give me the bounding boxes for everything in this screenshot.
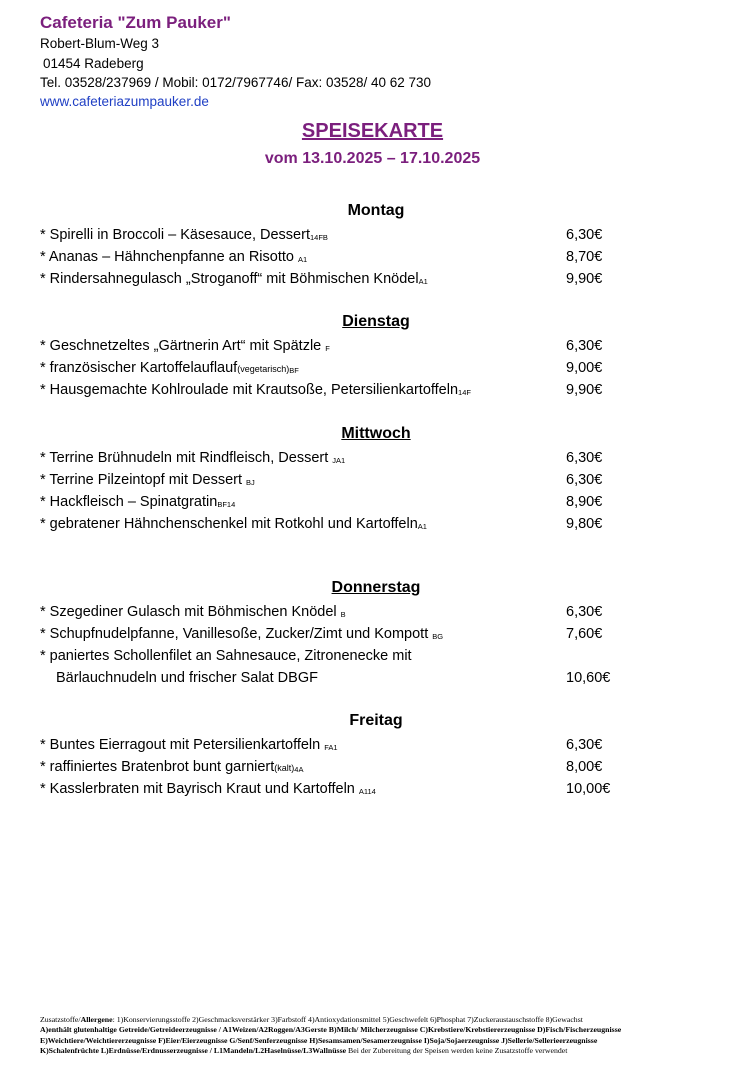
allergen-code: 14F — [458, 388, 471, 397]
item-price: 10,60€ — [566, 670, 611, 686]
item-price: 6,30€ — [566, 604, 603, 620]
allergen-code: 14FB — [309, 233, 328, 242]
day-heading-donnerstag: Donnerstag — [331, 579, 421, 596]
menu-period: vom 13.10.2025 – 17.10.2025 — [264, 150, 481, 167]
allergen-legend — [40, 1015, 730, 1056]
item-text: * Geschnetzeltes „Gärtnerin Art“ mit Spätzle — [40, 338, 326, 354]
item-price: 8,00€ — [566, 759, 603, 775]
allergen-code: BG — [432, 632, 444, 641]
item-text: * Schupfnudelpfanne, Vanillesoße, Zucker/Zimt und Kompott — [40, 626, 433, 642]
legend-allergene-label: Allergene — [80, 1015, 113, 1024]
item-text: * französischer Kartoffelauflauf — [40, 360, 238, 376]
allergen-code: A114 — [358, 787, 376, 796]
item-text: * Buntes Eierragout mit Petersilienkartoffeln — [40, 737, 325, 753]
item-text: * Spirelli in Broccoli – Käsesauce, Dessert — [40, 227, 310, 243]
item-text: * Kasslerbraten mit Bayrisch Kraut und Kartoffeln — [40, 781, 359, 797]
item-text-line2: Bärlauchnudeln und frischer Salat — [56, 670, 278, 686]
allergen-code: BF14 — [217, 500, 236, 509]
item-text: * Terrine Brühnudeln mit Rindfleisch, Dessert — [40, 450, 333, 466]
allergen-code: BF — [289, 366, 299, 375]
item-price: 7,60€ — [566, 626, 603, 642]
day-heading-dienstag: Dienstag — [342, 313, 410, 330]
item-text: * paniertes Schollenfilet an Sahnesauce, Zitronenecke mit — [40, 648, 412, 664]
item-price: 6,30€ — [566, 737, 603, 753]
item-price: 8,90€ — [566, 494, 603, 510]
legend-line-1 — [40, 1015, 730, 1025]
item-price: 6,30€ — [566, 472, 603, 488]
item-text: * Rindersahnegulasch „Stroganoff“ mit Böhmischen Knödel — [40, 271, 419, 287]
item-note: (vegetarisch) — [237, 364, 290, 374]
item-price: 8,70€ — [566, 249, 603, 265]
header — [40, 12, 431, 111]
item-price: 6,30€ — [566, 338, 603, 354]
address-street: Robert-Blum-Weg 3 — [40, 36, 160, 51]
item-price: 6,30€ — [566, 450, 603, 466]
item-price: 9,80€ — [566, 516, 603, 532]
item-text: * Szegediner Gulasch mit Böhmischen Knödel — [40, 604, 341, 620]
website-link[interactable]: www.cafeteriazumpauker.de — [40, 93, 209, 109]
allergen-code: A1 — [417, 522, 427, 531]
allergen-code: DBGF — [277, 670, 318, 686]
legend-line-2: A)enthält glutenhaltige Getreide/Getreideerzeugnisse / A1Weizen/A2Roggen/A3Gerste B)Milch/ Milcherzeugnisse C)Krebstiere/Krebstiererzeugnisse D)Fisch/Fischerzeugnisse — [40, 1025, 622, 1035]
menu-title: SPEISEKARTE — [301, 120, 444, 142]
day-heading-freitag: Freitag — [349, 712, 403, 729]
legend-additives: : 1)Konservierungsstoffe 2)Geschmacksverstärker 3)Farbstoff 4)Antioxydationsmittel 5)Geschwefelt 6)Phosphat 7)Zuckeraustauschstoffe 8)Gewachst — [112, 1015, 583, 1024]
item-text: * Terrine Pilzeintopf mit Dessert — [40, 472, 247, 488]
cafe-name: Cafeteria "Zum Pauker" — [40, 13, 231, 32]
address-city: 01454 Radeberg — [43, 55, 144, 71]
contact-line: Tel. 03528/237969 / Mobil: 0172/7967746/ Fax: 03528/ 40 62 730 — [40, 75, 432, 90]
item-price: 6,30€ — [566, 227, 603, 243]
legend-note: Bei der Zubereitung der Speisen werden keine Zusatzstoffe verwendet — [346, 1045, 568, 1055]
allergen-code: A1 — [297, 255, 308, 264]
day-heading-montag: Montag — [347, 202, 405, 219]
menu-item-continuation — [56, 667, 318, 689]
legend-prefix: Zusatzstoffe/ — [40, 1015, 81, 1024]
item-price: 9,90€ — [566, 382, 603, 398]
allergen-code: 4A — [294, 765, 304, 774]
item-text: * Hackfleisch – Spinatgratin — [40, 494, 218, 510]
item-text: * Ananas – Hähnchenpfanne an Risotto — [40, 249, 298, 265]
allergen-code: JA1 — [332, 456, 346, 465]
allergen-code: FA1 — [324, 743, 338, 752]
allergen-code: F — [325, 344, 330, 353]
allergen-code: BJ — [246, 478, 255, 487]
item-note: (kalt) — [274, 763, 295, 773]
menu-item — [40, 645, 690, 667]
item-price: 9,00€ — [566, 360, 603, 376]
legend-line-3: E)Weichtiere/Weichtiererzeugnisse F)Eier/Eierzeugnisse G/Senf/Senferzeugnisse H)Sesamsamen/Sesamerzeugnisse I)Soja/Sojaerzeugnisse J)Sellerie/Sellerieerzeugnisse — [40, 1035, 598, 1045]
allergen-code: A1 — [418, 277, 428, 286]
item-text: * Hausgemachte Kohlroulade mit Krautsoße, Petersilienkartoffeln — [40, 382, 459, 398]
item-price: 9,90€ — [566, 271, 603, 287]
item-text: * gebratener Hähnchenschenkel mit Rotkohl und Kartoffeln — [40, 516, 418, 532]
allergen-code: B — [340, 610, 346, 619]
item-price: 10,00€ — [566, 781, 611, 797]
day-heading-mittwoch: Mittwoch — [341, 425, 411, 442]
item-text: * raffiniertes Bratenbrot bunt garniert — [40, 759, 275, 775]
legend-line-4: K)Schalenfrüchte L)Erdnüsse/Erdnusserzeugnisse / L1Mandeln/L2Haselnüsse/L3Wallnüsse Bei der Zubereitung der Speisen werden keine Zusatzstoffe verwendet — [40, 1045, 568, 1055]
